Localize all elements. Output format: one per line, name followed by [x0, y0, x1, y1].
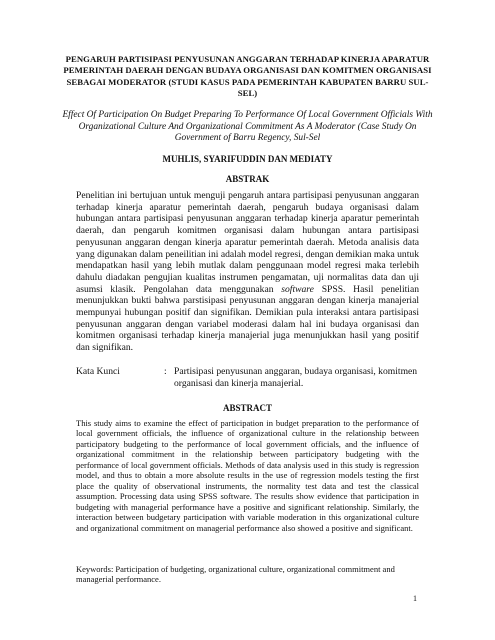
abstrak-text-part-1: Penelitian ini bertujuan untuk menguji pengaruh antara partisipasi penyusunan anggaran terhadap kinerja aparatur pemerintah daerah, pengaruh budaya organisasi dalam hubungan antara partisipasi penyusunan anggaran terhadap kinerja aparatur pemerintah daerah, dan pengaruh komitmen organisasi dalam hubungan antara partisipasi penyusunan anggaran dengan kinerja aparatur pemerintah daerah. Metoda analisis data yang digunakan dalam peneilitian ini adalah model regresi, dengan demikian maka untuk mendapatkan hasil yang lebih mutlak dalam penggunaan model regresi maka terlebih dahulu diadakan pengujian kualitas instrumen pengamatan, uji normalitas data dan uji asumsi klasik. Pengolahan data menggunakan — [76, 190, 419, 295]
paper-authors: MUHLIS, SYARIFUDDIN DAN MEDIATY — [162, 154, 333, 164]
abstract-heading: ABSTRACT — [222, 403, 272, 413]
abstrak-paragraph — [76, 190, 419, 354]
kata-kunci-text: Partisipasi penyusunan anggaran, budaya organisasi, komitmen organisasi dan kinerja manajerial. — [174, 366, 418, 389]
paper-title: PENGARUH PARTISIPASI PENYUSUNAN ANGGARAN TERHADAP KINERJA APARATUR PEMERINTAH DAERAH DENGAN BUDAYA ORGANISASI DAN KOMITMEN ORGANISASI SEBAGAI MODERATOR (STUDI KASUS PADA PEMERINTAH KABUPATEN BARRU SUL-SEL) — [63, 54, 432, 99]
kata-kunci-colon: : — [164, 366, 167, 377]
abstrak-text-part-2: SPSS. Hasil penelitian menunjukkan bukti bahwa parstisipasi penyusunan anggaran dengan kinerja manajerial mempunyai hubungan positif dan signifikan. Demikian pula interaksi antara partisipasi penyusunan anggaran dengan variabel moderasi dalam hal ini budaya organisasi dan komitmen organisasi terhadap kinerja manajerial juga menunjukkan hasil yang positif dan signifikan. — [76, 283, 420, 354]
kata-kunci-label: Kata Kunci — [76, 366, 120, 377]
kata-kunci-row — [76, 366, 419, 389]
paper-subtitle-english: Effect Of Participation On Budget Preparing To Performance Of Local Government Officials With Organizational Culture And Organizational Commitment As A Moderator (Case Study On Government of Barru Regency, Sul-Sel — [62, 110, 433, 144]
page-number: 1 — [413, 594, 417, 603]
abstract-paragraph: This study aims to examine the effect of participation in budget preparation to the performance of local government officials, the influence of organizational culture in the relationship between participatory budgeting to the performance of local government officials, and the influence of organizational commitment in the relationship between participatory budgeting with the performance of local government officials. Methods of data analysis used in this study is regression model, and thus to obtain a more absolute results in the use of regression models testing the first place the quality of observational instruments, the normality test data and test the classical assumption. Processing data using SPSS software. The results show evidence that participation in budgeting with managerial performance have a positive and significant relationship. Similarly, the interaction between budgetary participation with variable moderation in this organizational culture and organizational commitment on managerial performance also showed a positive and significant. — [76, 418, 419, 533]
abstrak-software-term: software — [281, 283, 314, 295]
abstrak-heading: ABSTRAK — [225, 174, 270, 184]
keywords-line: Keywords: Participation of budgeting, organizational culture, organizational commitment and managerial performance. — [76, 564, 395, 585]
